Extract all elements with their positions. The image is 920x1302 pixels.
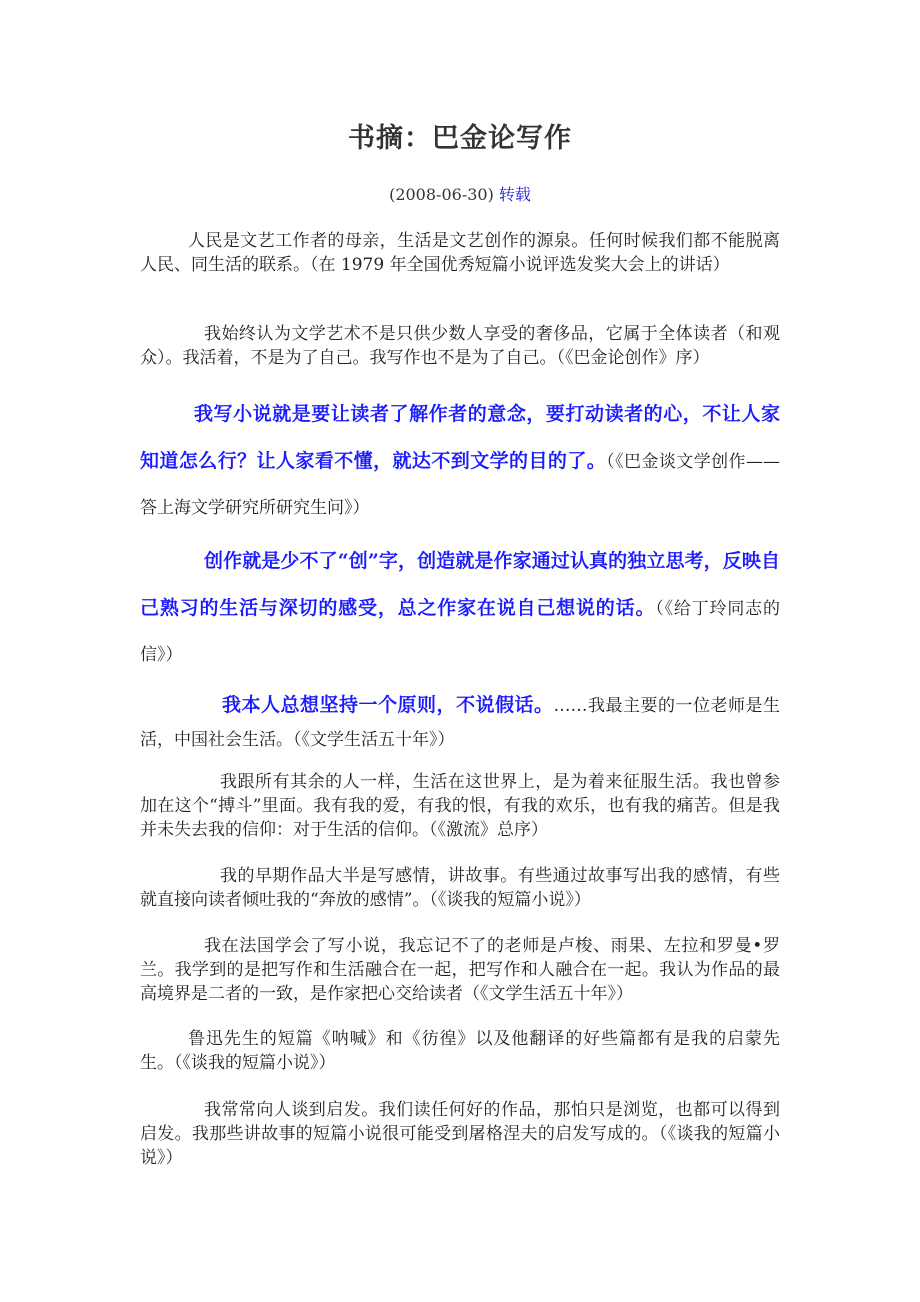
publish-date: (2008-06-30) (389, 185, 494, 204)
paragraph-7: 我的早期作品大半是写感情，讲故事。有些通过故事写出我的感情，有些就直接向读者倾吐我的“奔放的感情”。（《谈我的短篇小说》） (140, 866, 780, 910)
article-meta (0, 182, 920, 205)
paragraph-9: 鲁迅先生的短篇《呐喊》和《彷徨》以及他翻译的好些篇都有是我的启蒙先生。（《谈我的短篇小说》） (140, 1029, 780, 1073)
paragraph-8: 我在法国学会了写小说，我忘记不了的老师是卢梭、雨果、左拉和罗曼•罗兰。我学到的是把写作和生活融合在一起，把写作和人融合在一起。我认为作品的最高境界是二者的一致，是作家把心交给读者（《文学生活五十年》） (140, 936, 780, 1004)
emphasis-text: 我本人总想坚持一个原则，不说假话。 (222, 694, 554, 716)
paragraph-5: 我本人总想坚持一个原则，不说假话。……我最主要的一位老师是生活，中国社会生活。（《文学生活五十年》） (140, 694, 780, 750)
page-title: 书摘：巴金论写作 (348, 123, 572, 154)
paragraph-1: 人民是文艺工作者的母亲，生活是文艺创作的源泉。任何时候我们都不能脱离人民、同生活的联系。（在 1979 年全国优秀短篇小说评选发奖大会上的讲话） (140, 231, 780, 275)
emphasis-text: 我写小说就是要让读者了解作者的意念，要打动读者的心，不让人家知道怎么行？让人家看不懂，就达不到文学的目的了。 (140, 403, 780, 472)
emphasis-text: 创作就是少不了“创”字，创造就是作家通过认真的独立思考，反映自己熟习的生活与深切的感受，总之作家在说自己想说的话。 (140, 550, 780, 619)
paragraph-6: 我跟所有其余的人一样，生活在这世界上，是为着来征服生活。我也曾参加在这个“搏斗”里面。我有我的爱，有我的恨，有我的欢乐，也有我的痛苦。但是我并未失去我的信仰：对于生活的信仰。（《激流》总序） (140, 772, 780, 840)
paragraph-2: 我始终认为文学艺术不是只供少数人享受的奢侈品，它属于全体读者（和观众）。我活着，不是为了自己。我写作也不是为了自己。（《巴金论创作》序） (140, 324, 780, 368)
paragraph-10: 我常常向人谈到启发。我们读任何好的作品，那怕只是浏览，也都可以得到启发。我那些讲故事的短篇小说很可能受到屠格涅夫的启发写成的。（《谈我的短篇小说》） (140, 1100, 780, 1168)
repost-link[interactable]: 转载 (498, 185, 531, 204)
paragraph-4: 创作就是少不了“创”字，创造就是作家通过认真的独立思考，反映自己熟习的生活与深切的感受，总之作家在说自己想说的话。（《给丁玲同志的信》） (140, 550, 780, 665)
paragraph-3: 我写小说就是要让读者了解作者的意念，要打动读者的心，不让人家知道怎么行？让人家看不懂，就达不到文学的目的了。（《巴金谈文学创作——答上海文学研究所研究生问》） (140, 403, 780, 518)
